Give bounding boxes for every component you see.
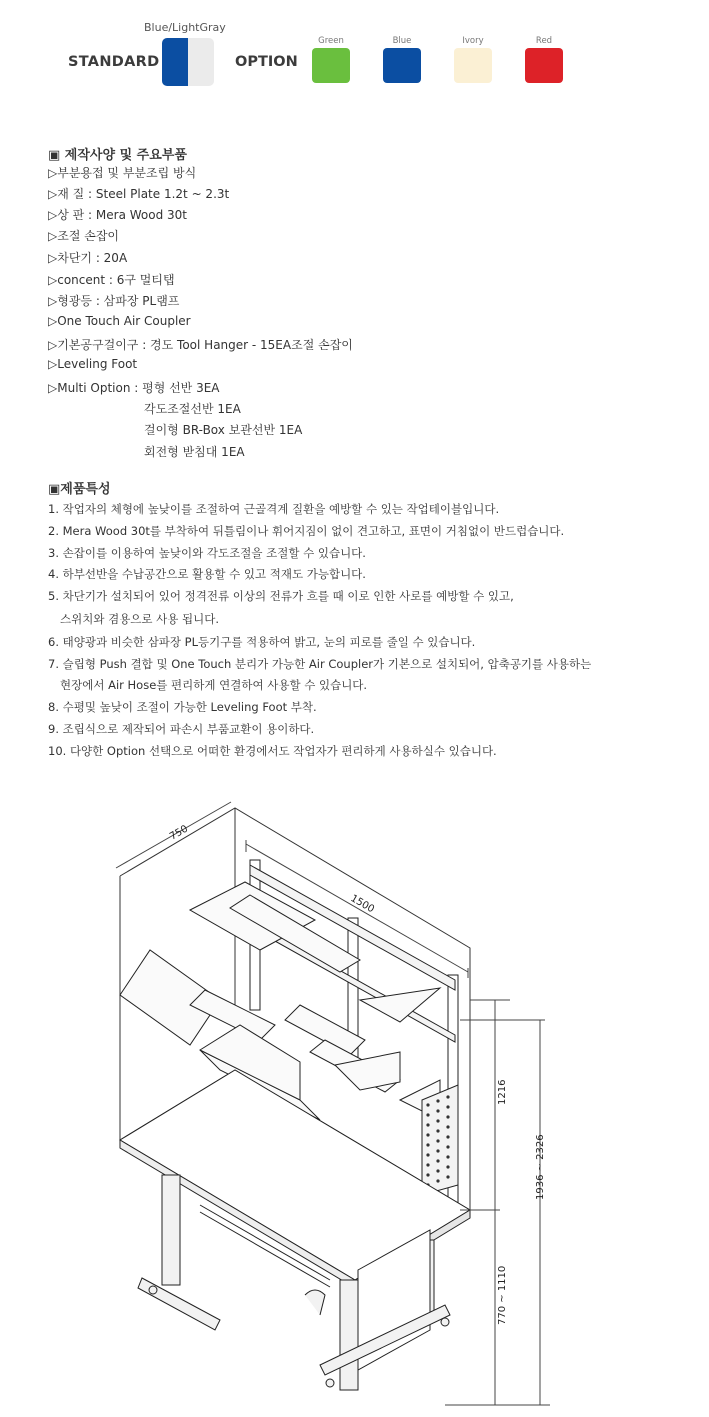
height-dimensions xyxy=(445,1000,550,1405)
workbench-drawing xyxy=(100,800,600,1410)
dim-depth-label: 750 xyxy=(168,823,191,843)
peg-hole xyxy=(436,1119,439,1122)
feature-line: 10. 다양한 Option 선택으로 어떠한 환경에서도 작업자가 편리하게 사용하실수 있습니다. xyxy=(48,744,497,758)
dim-total-label: 1936 ~ 2326 xyxy=(535,1134,546,1200)
spec-item: ▷Leveling Foot xyxy=(48,357,138,371)
peg-hole xyxy=(446,1095,449,1098)
peg-hole xyxy=(446,1175,449,1178)
standard-label: STANDARD xyxy=(68,54,160,70)
peg-hole xyxy=(446,1105,449,1108)
spec-title: ▣ 제작사양 및 주요부품 xyxy=(48,148,187,163)
standard-color-swatch xyxy=(162,38,214,86)
dim-width-label: 1500 xyxy=(348,893,377,916)
feature-line: 6. 태양광과 비슷한 삼파장 PL등기구를 적용하여 밝고, 눈의 피로를 줄일 수 있습니다. xyxy=(48,635,476,649)
spec-item: ▷재 질 : Steel Plate 1.2t ~ 2.3t xyxy=(48,187,230,201)
feature-line: 4. 하부선반을 수납공간으로 활용할 수 있고 적재도 가능합니다. xyxy=(48,567,366,581)
peg-hole xyxy=(436,1149,439,1152)
spec-item: ▷One Touch Air Coupler xyxy=(48,314,191,328)
feature-line: 5. 차단기가 설치되어 있어 정격전류 이상의 전류가 흐를 때 이로 인한 사로를 예방할 수 있고, xyxy=(48,589,514,603)
option-ivory-swatch xyxy=(454,48,492,83)
spec-item: ▷상 판 : Mera Wood 30t xyxy=(48,208,187,222)
peg-hole xyxy=(426,1173,429,1176)
spec-sub-item: 각도조절선반 1EA xyxy=(144,402,241,416)
peg-hole xyxy=(446,1115,449,1118)
peg-hole xyxy=(436,1169,439,1172)
peg-hole xyxy=(426,1133,429,1136)
option-red-swatch xyxy=(525,48,563,83)
feature-line: 3. 손잡이를 이용하여 높낮이와 각도조절을 조절할 수 있습니다. xyxy=(48,546,366,560)
feature-line: 현장에서 Air Hose를 편리하게 연결하여 사용할 수 있습니다. xyxy=(60,678,368,692)
option-red xyxy=(524,36,564,83)
features-title: ▣제품특성 xyxy=(48,482,111,497)
standard-lightgray-swatch xyxy=(188,38,214,86)
standard-color-caption: Blue/LightGray xyxy=(144,21,226,34)
option-ivory-caption: Ivory xyxy=(462,36,484,46)
spec-item: ▷Multi Option : 평형 선반 3EA xyxy=(48,381,220,395)
option-red-caption: Red xyxy=(535,36,553,46)
spec-sub-item: 걸이형 BR-Box 보관선반 1EA xyxy=(144,423,303,437)
peg-hole xyxy=(446,1165,449,1168)
option-green-swatch xyxy=(312,48,350,83)
peg-hole xyxy=(426,1123,429,1126)
option-blue-caption: Blue xyxy=(392,36,412,46)
peg-hole xyxy=(426,1113,429,1116)
spec-item: ▷기본공구걸이구 : 경도 Tool Hanger - 15EA조절 손잡이 xyxy=(48,338,353,352)
feature-line: 스위치와 겸용으로 사용 됩니다. xyxy=(60,612,220,626)
dim-upper-label: 1216 xyxy=(497,1079,508,1105)
peg-hole xyxy=(436,1129,439,1132)
pegboard xyxy=(422,1085,458,1195)
spec-item: ▷concent : 6구 멀티탭 xyxy=(48,273,175,287)
feature-line: 8. 수평및 높낮이 조절이 가능한 Leveling Foot 부착. xyxy=(48,700,317,714)
spec-item: ▷형광등 : 삼파장 PL램프 xyxy=(48,294,180,308)
peg-hole xyxy=(426,1143,429,1146)
peg-hole xyxy=(436,1179,439,1182)
spec-item: ▷부분용접 및 부분조립 방식 xyxy=(48,166,197,180)
peg-hole xyxy=(436,1099,439,1102)
standard-blue-swatch xyxy=(162,38,188,86)
dim-table-label: 770 ~ 1110 xyxy=(497,1265,508,1325)
peg-hole xyxy=(426,1153,429,1156)
peg-hole xyxy=(426,1103,429,1106)
shelves xyxy=(120,882,440,1120)
spec-sub-item: 회전형 받침대 1EA xyxy=(144,445,245,459)
option-blue-swatch xyxy=(383,48,421,83)
option-label: OPTION xyxy=(235,54,298,70)
peg-hole xyxy=(436,1159,439,1162)
option-ivory xyxy=(453,36,493,83)
peg-hole xyxy=(426,1163,429,1166)
feature-line: 9. 조립식으로 제작되어 파손시 부품교환이 용이하다. xyxy=(48,722,315,736)
option-green-caption: Green xyxy=(318,36,344,46)
peg-hole xyxy=(436,1109,439,1112)
peg-hole xyxy=(436,1139,439,1142)
peg-hole xyxy=(446,1155,449,1158)
peg-hole xyxy=(446,1145,449,1148)
feature-line: 7. 슬립형 Push 결합 및 One Touch 분리가 가능한 Air Coupler가 기본으로 설치되어, 압축공기를 사용하는 xyxy=(48,657,592,671)
feature-line: 2. Mera Wood 30t를 부착하여 뒤틀림이나 휘어지짐이 없이 견고하고, 표면이 거침없이 반드럽습니다. xyxy=(48,524,565,538)
peg-hole xyxy=(446,1135,449,1138)
option-green xyxy=(311,36,351,83)
feature-line: 1. 작업자의 체형에 높낮이를 조절하여 근골격계 질환을 예방할 수 있는 작업테이블입니다. xyxy=(48,502,500,516)
spec-item: ▷차단기 : 20A xyxy=(48,251,128,265)
option-blue xyxy=(382,36,422,83)
spec-item: ▷조절 손잡이 xyxy=(48,229,120,243)
peg-hole xyxy=(446,1125,449,1128)
